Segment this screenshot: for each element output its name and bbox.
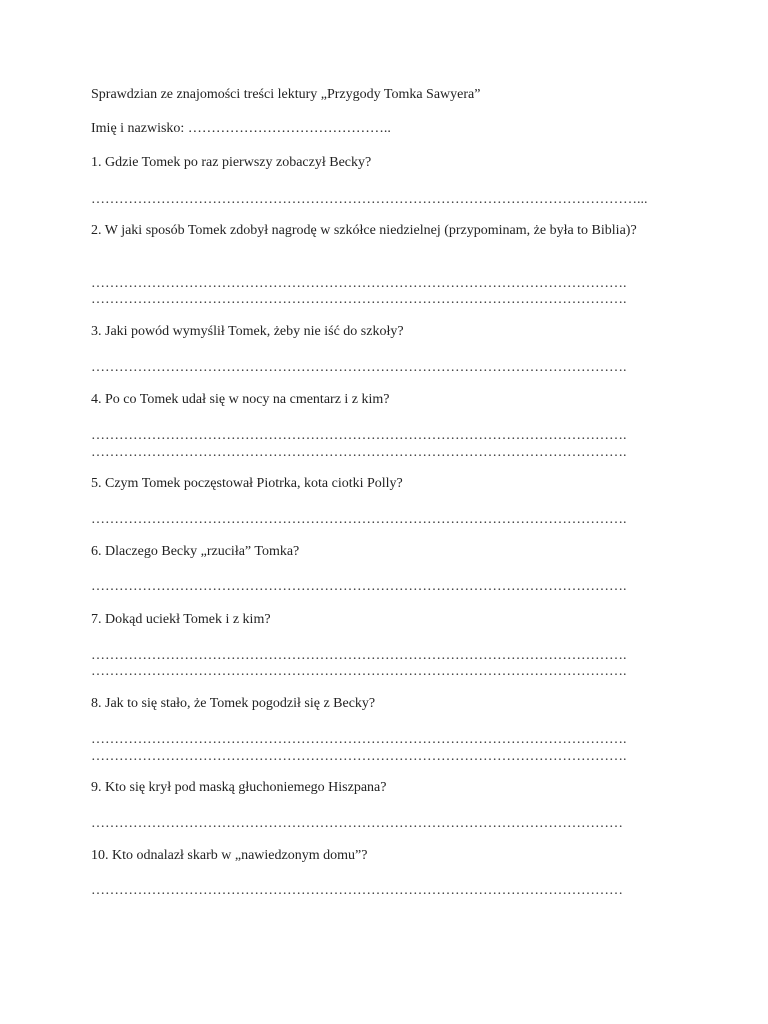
question-8: 8. Jak to się stało, że Tomek pogodził się z Becky? xyxy=(91,696,376,711)
name-field-blank[interactable]: …………………………………….. xyxy=(187,121,391,136)
question-7: 7. Dokąd uciekł Tomek i z kim? xyxy=(91,612,271,627)
answer-line-6a[interactable]: ……………………………………………………………………………………………………. xyxy=(91,579,627,594)
answer-line-3a[interactable]: ……………………………………………………………………………………………………. xyxy=(91,360,627,375)
answer-line-2b[interactable]: ……………………………………………………………………………………………………. xyxy=(91,292,627,307)
answer-line-7b[interactable]: ……………………………………………………………………………………………………. xyxy=(91,664,627,679)
worksheet-title: Sprawdzian ze znajomości treści lektury „Przygody Tomka Sawyera” xyxy=(91,87,481,102)
question-2: 2. W jaki sposób Tomek zdobył nagrodę w szkółce niedzielnej (przypominam, że była to Biblia)? xyxy=(91,223,637,238)
answer-line-4b[interactable]: ……………………………………………………………………………………………………. xyxy=(91,445,627,460)
answer-line-9a[interactable]: …………………………………………………………………………………………………… xyxy=(91,816,623,831)
answer-line-4a[interactable]: ……………………………………………………………………………………………………. xyxy=(91,428,627,443)
answer-line-2a[interactable]: ……………………………………………………………………………………………………. xyxy=(91,276,627,291)
name-field xyxy=(91,120,391,138)
question-5: 5. Czym Tomek poczęstował Piotrka, kota ciotki Polly? xyxy=(91,476,403,491)
question-1: 1. Gdzie Tomek po raz pierwszy zobaczył Becky? xyxy=(91,155,372,170)
answer-line-8b[interactable]: ……………………………………………………………………………………………………. xyxy=(91,749,627,764)
answer-line-5a[interactable]: ……………………………………………………………………………………………………. xyxy=(91,512,627,527)
question-3: 3. Jaki powód wymyślił Tomek, żeby nie iść do szkoły? xyxy=(91,324,404,339)
question-6: 6. Dlaczego Becky „rzuciła” Tomka? xyxy=(91,544,300,559)
answer-line-10a[interactable]: …………………………………………………………………………………………………… xyxy=(91,883,623,898)
name-field-label: Imię i nazwisko: xyxy=(91,121,185,136)
answer-line-7a[interactable]: ……………………………………………………………………………………………………. xyxy=(91,648,627,663)
answer-line-1a[interactable]: ………………………………………………………………………………………………………... xyxy=(91,192,648,207)
question-9: 9. Kto się krył pod maską głuchoniemego Hiszpana? xyxy=(91,780,387,795)
question-4: 4. Po co Tomek udał się w nocy na cmentarz i z kim? xyxy=(91,392,390,407)
answer-line-8a[interactable]: ……………………………………………………………………………………………………. xyxy=(91,732,627,747)
question-10: 10. Kto odnalazł skarb w „nawiedzonym domu”? xyxy=(91,848,368,863)
